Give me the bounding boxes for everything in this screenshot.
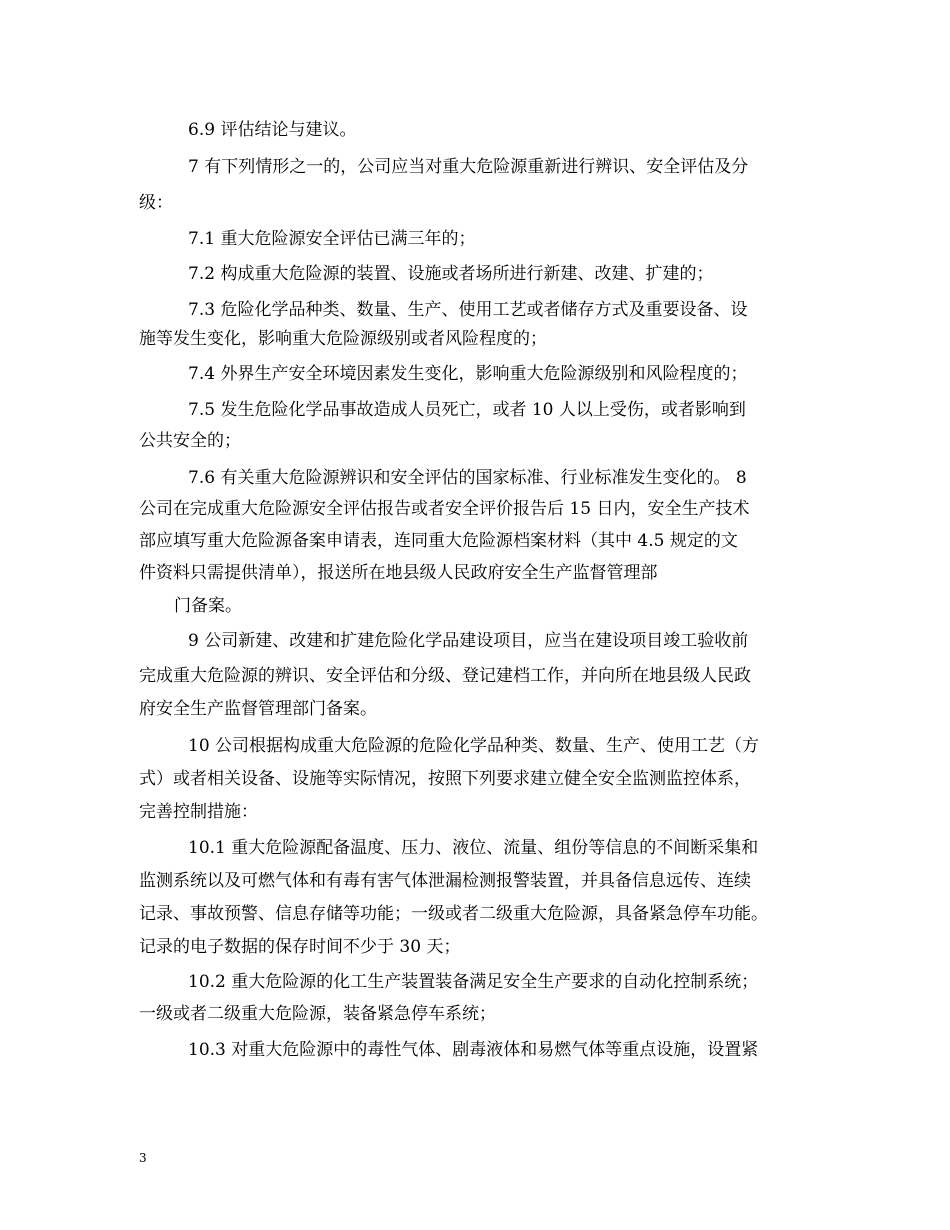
text-line: 7.1 重大危险源安全评估已满三年的； <box>188 229 476 249</box>
text-line: 记录、事故预警、信息存储等功能；一级或者二级重大危险源，具备紧急停车功能。 <box>139 904 768 924</box>
text-line: 7.2 构成重大危险源的装置、设施或者场所进行新建、改建、扩建的； <box>188 264 714 284</box>
text-line: 10.2 重大危险源的化工生产装置装备满足安全生产要求的自动化控制系统； <box>188 972 759 992</box>
text-line: 完成重大危险源的辨识、安全评估和分级、登记建档工作，并向所在地县级人民政 <box>139 666 751 686</box>
text-line: 完善控制措施： <box>139 802 258 822</box>
text-line: 7 有下列情形之一的，公司应当对重大危险源重新进行辨识、安全评估及分 <box>188 157 749 177</box>
text-line: 门备案。 <box>174 596 242 616</box>
text-line: 10.3 对重大危险源中的毒性气体、剧毒液体和易燃气体等重点设施，设置紧 <box>188 1040 759 1060</box>
text-line: 9 公司新建、改建和扩建危险化学品建设项目，应当在建设项目竣工验收前 <box>188 631 749 651</box>
text-line: 7.6 有关重大危险源辨识和安全评估的国家标准、行业标准发生变化的。 8 <box>188 468 747 488</box>
text-line: 级： <box>139 193 173 213</box>
page-number: 3 <box>139 1151 147 1165</box>
text-line: 一级或者二级重大危险源，装备紧急停车系统； <box>139 1004 496 1024</box>
text-line: 公司在完成重大危险源安全评估报告或者安全评价报告后 15 日内，安全生产技术 <box>139 499 750 519</box>
text-line: 10.1 重大危险源配备温度、压力、液位、流量、组份等信息的不间断采集和 <box>188 838 759 858</box>
text-line: 7.5 发生危险化学品事故造成人员死亡，或者 10 人以上受伤，或者影响到 <box>188 400 746 420</box>
text-line: 府安全生产监督管理部门备案。 <box>139 699 377 719</box>
text-line: 7.3 危险化学品种类、数量、生产、使用工艺或者储存方式及重要设备、设 <box>188 300 748 320</box>
text-line: 施等发生变化，影响重大危险源级别或者风险程度的； <box>139 329 547 349</box>
text-line: 件资料只需提供清单），报送所在地县级人民政府安全生产监督管理部 <box>139 563 658 583</box>
text-line: 10 公司根据构成重大危险源的危险化学品种类、数量、生产、使用工艺（方 <box>188 736 760 756</box>
text-line: 式）或者相关设备、设施等实际情况，按照下列要求建立健全安全监测监控体系， <box>139 769 751 789</box>
text-line: 监测系统以及可燃气体和有毒有害气体泄漏检测报警装置，并具备信息远传、连续 <box>139 871 751 891</box>
text-line: 6.9 评估结论与建议。 <box>188 120 357 140</box>
text-line: 公共安全的； <box>139 431 241 451</box>
text-line: 记录的电子数据的保存时间不少于 30 天； <box>139 937 461 957</box>
text-line: 7.4 外界生产安全环境因素发生变化，影响重大危险源级别和风险程度的； <box>188 364 748 384</box>
text-line: 部应填写重大危险源备案申请表，连同重大危险源档案材料（其中 4.5 规定的文 <box>139 531 738 551</box>
